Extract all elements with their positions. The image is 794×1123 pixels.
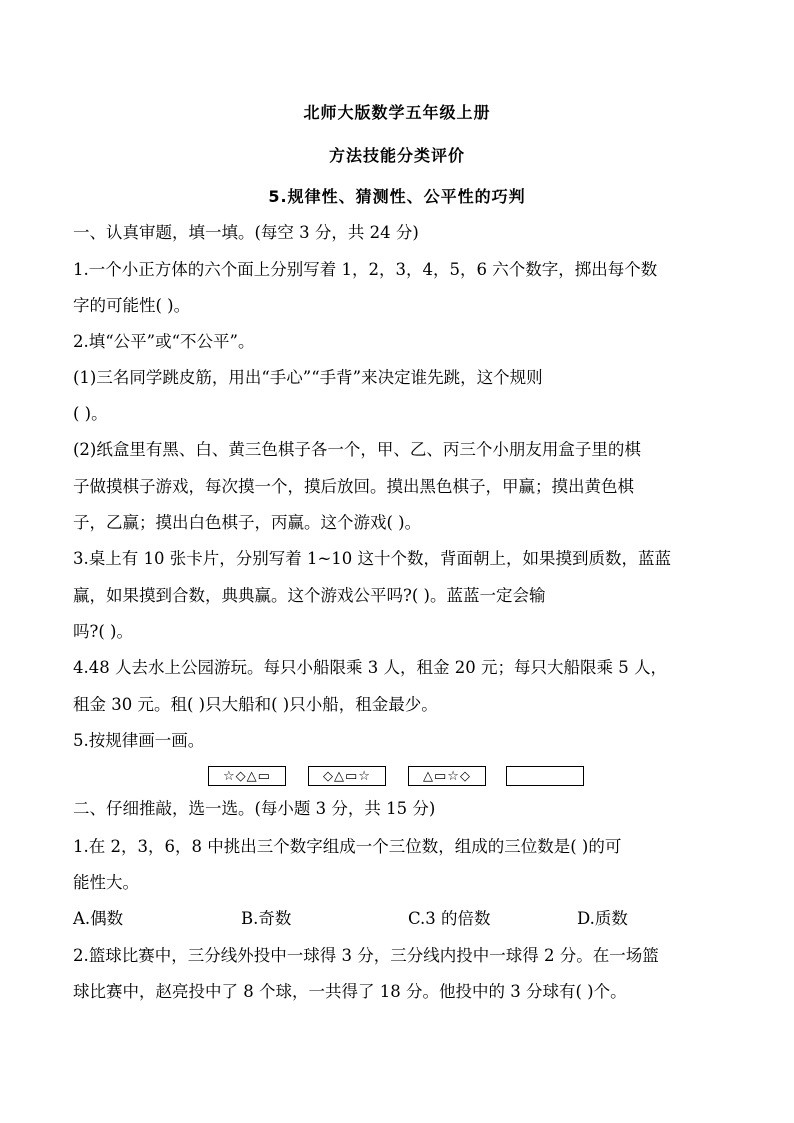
q4-text-line1: 4.48 人去水上公园游玩。每只小船限乘 3 人，租金 20 元；每只大船限乘 5 人，	[73, 658, 667, 677]
pattern-answer-box[interactable]	[506, 766, 584, 786]
s2-q1-text-line1: 1.在 2，3，6，8 中挑出三个数字组成一个三位数，组成的三位数是( )的可	[73, 837, 622, 856]
q2-text: 2.填“公平”或“不公平”。	[73, 332, 255, 351]
s2-q2-text-line2: 球比赛中，赵亮投中了 8 个球，一共得了 18 分。他投中的 3 分球有( )个。	[73, 982, 627, 1001]
section2-heading: 二、仔细推敲，选一选。(每小题 3 分，共 15 分)	[73, 799, 436, 818]
q5-text: 5.按规律画一画。	[73, 731, 205, 750]
pattern-box-2: ◇△▭☆	[308, 766, 386, 786]
option-d[interactable]: D.质数	[577, 909, 628, 928]
q2b-text-line1: (2)纸盒里有黑、白、黄三色棋子各一个，甲、乙、丙三个小朋友用盒子里的棋	[73, 440, 641, 459]
pattern-box-1: ☆◇△▭	[208, 766, 286, 786]
q2a-text-line2: ( )。	[73, 404, 108, 423]
option-c[interactable]: C.3 的倍数	[408, 909, 491, 928]
q3-text-line1: 3.桌上有 10 张卡片，分别写着 1~10 这十个数，背面朝上，如果摸到质数，蓝蓝	[73, 549, 672, 568]
s2-q2-text-line1: 2.篮球比赛中，三分线外投中一球得 3 分，三分线内投中一球得 2 分。在一场篮	[73, 946, 659, 965]
unit-title: 方法技能分类评价	[328, 146, 465, 165]
book-title: 北师大版数学五年级上册	[303, 103, 491, 122]
s2-q1-text-line2: 能性大。	[73, 873, 139, 892]
q1-text-line2: 字的可能性( )。	[73, 296, 191, 315]
option-b[interactable]: B.奇数	[241, 909, 292, 928]
q3-text-line3: 吗?( )。	[73, 622, 133, 641]
q2b-text-line3: 子，乙赢；摸出白色棋子，丙赢。这个游戏( )。	[73, 513, 422, 532]
q3-text-line2: 赢，如果摸到合数，典典赢。这个游戏公平吗?( )。蓝蓝一定会输	[73, 586, 546, 605]
pattern-row	[0, 766, 794, 788]
lesson-title: 5.规律性、猜测性、公平性的巧判	[268, 187, 526, 206]
q4-text-line2: 租金 30 元。租( )只大船和( )只小船，租金最少。	[73, 695, 438, 714]
q2a-text-line1: (1)三名同学跳皮筋，用出“手心”“手背”来决定谁先跳，这个规则	[73, 368, 543, 387]
pattern-box-3: △▭☆◇	[408, 766, 486, 786]
section1-heading: 一、认真审题，填一填。(每空 3 分，共 24 分)	[73, 223, 419, 242]
option-a[interactable]: A.偶数	[73, 909, 124, 928]
q2b-text-line2: 子做摸棋子游戏，每次摸一个，摸后放回。摸出黑色棋子，甲赢；摸出黄色棋	[73, 477, 634, 496]
q1-text-line1: 1.一个小正方体的六个面上分别写着 1，2，3，4，5，6 六个数字，掷出每个数	[73, 260, 658, 279]
